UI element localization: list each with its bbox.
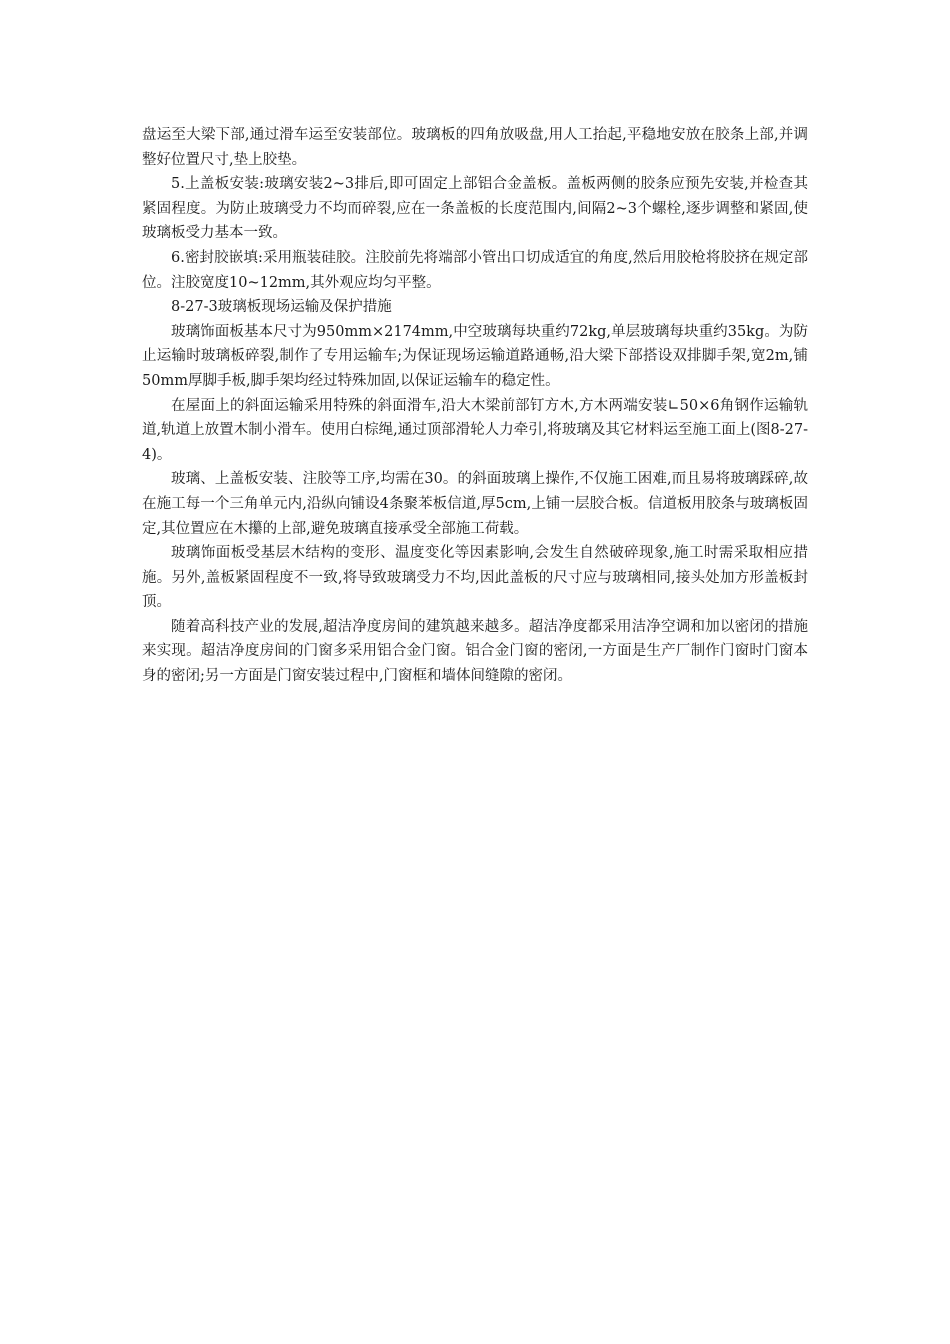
document-body: [142, 123, 808, 689]
paragraph-slope-operations: 玻璃、上盖板安装、注胶等工序,均需在30。的斜面玻璃上操作,不仅施工困难,而且易将玻璃踩碎,故在施工每一个三角单元内,沿纵向铺设4条聚苯板信道,厚5cm,上铺一层胶合板。信道板用胶条与玻璃板固定,其位置应在木攥的上部,避免玻璃直接承受全部施工荷载。: [142, 471, 808, 537]
section-heading-transport: 8-27-3玻璃板现场运输及保护措施: [171, 299, 392, 316]
paragraph-panel-dimensions: 玻璃饰面板基本尺寸为950mm×2174mm,中空玻璃每块重约72kg,单层玻璃每块重约35kg。为防止运输时玻璃板碎裂,制作了专用运输车;为保证现场运输道路通畅,沿大梁下部搭设双排脚手架,宽2m,铺50mm厚脚手板,脚手架均经过特殊加固,以保证运输车的稳定性。: [142, 323, 808, 389]
paragraph-sealant-filling: 6.密封胶嵌填:采用瓶装硅胶。注胶前先将端部小管出口切成适宜的角度,然后用胶枪将胶挤在规定部位。注胶宽度10~12mm,其外观应均匀平整。: [142, 249, 808, 291]
paragraph-breakage-measures: 玻璃饰面板受基层木结构的变形、温度变化等因素影响,会发生自然破碎现象,施工时需采取相应措施。另外,盖板紧固程度不一致,将导致玻璃受力不均,因此盖板的尺寸应与玻璃相同,接头处加方形盖板封顶。: [142, 545, 808, 611]
paragraph-slope-transport: 在屋面上的斜面运输采用特殊的斜面滑车,沿大木梁前部钉方木,方木两端安装∟50×6角钢作运输轨道,轨道上放置木制小滑车。使用白棕绳,通过顶部滑轮人力牵引,将玻璃及其它材料运至施工面上(图8-27-4)。: [142, 397, 808, 463]
paragraph-cleanroom-windows: 随着高科技产业的发展,超洁净度房间的建筑越来越多。超洁净度都采用洁净空调和加以密闭的措施来实现。超洁净度房间的门窗多采用铝合金门窗。铝合金门窗的密闭,一方面是生产厂制作门窗时门窗本身的密闭;另一方面是门窗安装过程中,门窗框和墙体间缝隙的密闭。: [142, 618, 808, 685]
paragraph-continuation: 盘运至大梁下部,通过滑车运至安装部位。玻璃板的四角放吸盘,用人工抬起,平稳地安放在胶条上部,并调整好位置尺寸,垫上胶垫。: [142, 127, 808, 168]
paragraph-cover-plate-install: 5.上盖板安装:玻璃安装2~3排后,即可固定上部铝合金盖板。盖板两侧的胶条应预先安装,并检查其紧固程度。为防止玻璃受力不均而碎裂,应在一条盖板的长度范围内,间隔2~3个螺栓,逐步调整和紧固,使玻璃板受力基本一致。: [142, 176, 808, 242]
